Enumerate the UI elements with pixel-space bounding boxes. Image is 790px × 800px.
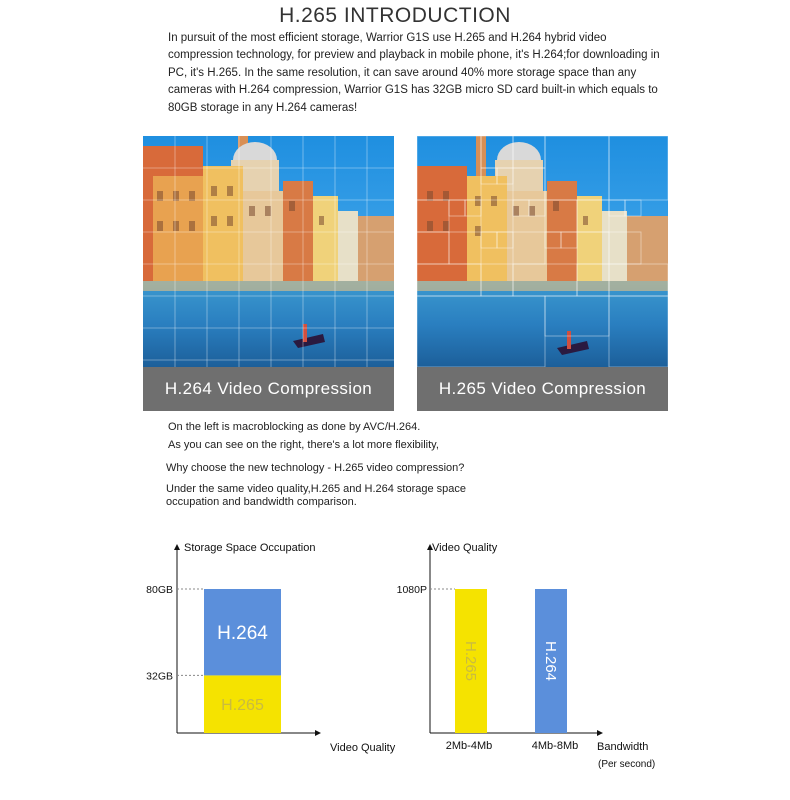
bar-label-h265-bandwidth: H.265 — [462, 640, 479, 682]
note-question: Why choose the new technology - H.265 video compression? — [166, 462, 465, 474]
intro-paragraph: In pursuit of the most efficient storage, Warrior G1S use H.265 and H.264 hybrid video compression technology, for preview and playback in mobile phone, it's H.264;for downloading in PC, it's H.265. In the same resolution, it can save around 40% more storage space than any cameras with H.264 compression, Warrior G1S has 32GB micro SD card built-in which equals to 80GB storage in any H.264 cameras! — [168, 32, 660, 114]
note-comparison-line2: occupation and bandwidth comparison. — [166, 496, 357, 508]
storage-y-label: Storage Space Occupation — [184, 542, 316, 554]
venice-photo-h264 — [143, 136, 394, 367]
category-label-4mb-8mb: 4Mb-8Mb — [531, 740, 579, 752]
quality-chart — [390, 535, 670, 785]
storage-x-label: Video Quality — [330, 742, 396, 754]
venice-photo-h265 — [417, 136, 668, 367]
storage-chart — [140, 535, 410, 755]
bar-label-h264-bandwidth: H.264 — [542, 640, 559, 682]
note-macroblocking: On the left is macroblocking as done by AVC/H.264. — [168, 421, 421, 433]
bar-label-h264-storage: H.264 — [217, 623, 268, 645]
caption-h264: H.264 Video Compression — [143, 367, 394, 411]
quality-x-sublabel: (Per second) — [598, 759, 656, 770]
page-title: H.265 INTRODUCTION — [279, 4, 511, 27]
tick-label-1080p: 1080P — [396, 584, 427, 596]
bar-label-h265-storage: H.265 — [221, 697, 264, 715]
quality-x-label: Bandwidth — [597, 741, 649, 753]
tick-label-32gb: 32GB — [146, 670, 173, 683]
category-label-2mb-4mb: 2Mb-4Mb — [445, 740, 493, 752]
tick-label-80gb: 80GB — [146, 584, 173, 596]
note-comparison-line1: Under the same video quality,H.265 and H.264 storage space — [166, 483, 467, 495]
quality-y-label: Video Quality — [432, 542, 498, 554]
caption-h265: H.265 Video Compression — [417, 367, 668, 411]
note-flexibility: As you can see on the right, there's a lot more flexibility, — [168, 439, 439, 451]
